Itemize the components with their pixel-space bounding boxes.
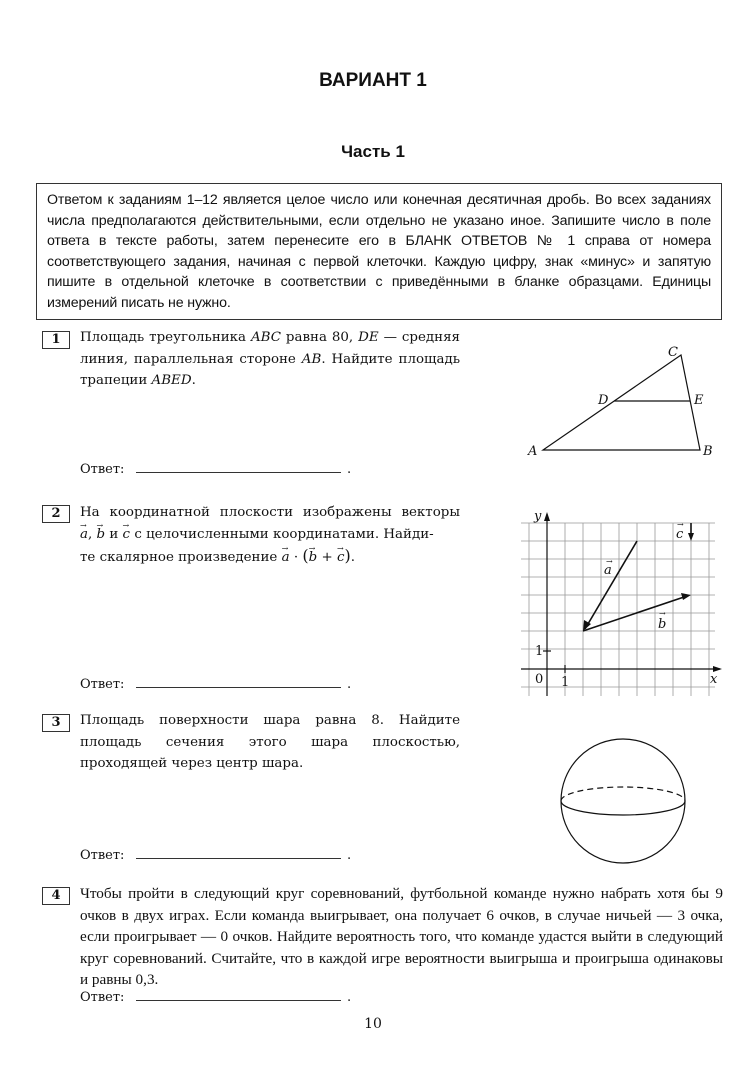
svg-text:1: 1: [561, 675, 570, 690]
vector-c-arrow-icon: [688, 533, 694, 541]
instructions-box: Ответом к заданиям 1–12 является целое число или конечная десятичная дробь. Во всех заданиях числа предполагаются действительными, если отдельно не указано иное. Запишите число в поле ответа в тексте работы, затем перенесите его в БЛАНК ОТВЕТОВ № 1 справа от номера соответствующего задания, начиная с первой клеточки. Каждую цифру, знак «минус» и запятую пишите в отдельной клеточке в соответствии с приведёнными в бланке образцами. Единицы измерений писать не нужно.: [36, 183, 722, 320]
y-axis-arrow-icon: [544, 512, 550, 521]
page-number: 10: [364, 1016, 382, 1032]
task-2-text: На координатной плоскости изображены векторы → a, → b и → c с целочисленными координатами. Найди- те скалярное произведение → a · (→ b + → c).: [80, 502, 460, 569]
task-2-answer[interactable]: Ответ: .: [80, 677, 352, 692]
answer-field[interactable]: [136, 462, 341, 473]
answer-field[interactable]: [136, 848, 341, 859]
svg-text:b: b: [658, 617, 667, 632]
label-c: C: [668, 345, 678, 360]
svg-text:0: 0: [535, 672, 544, 687]
answer-field[interactable]: [136, 990, 341, 1001]
task-number-1: 1: [42, 331, 70, 349]
label-d: D: [598, 393, 609, 408]
label-b: B: [703, 444, 713, 459]
label-e: E: [694, 393, 704, 408]
task-number-2: 2: [42, 505, 70, 523]
task-4-answer[interactable]: Ответ: .: [80, 990, 352, 1005]
svg-text:y: y: [534, 509, 542, 524]
coordinate-grid-figure: [505, 500, 730, 700]
svg-text:1: 1: [535, 644, 544, 659]
task-number-4: 4: [42, 887, 70, 905]
task-1-answer[interactable]: Ответ: .: [80, 462, 352, 477]
task-3-answer[interactable]: Ответ: .: [80, 848, 352, 863]
task-3-text: Площадь поверхности шара равна 8. Найдите площадь сечения этого шара плоскостью, проходящей через центр шара.: [80, 713, 460, 771]
svg-text:→: →: [659, 609, 666, 618]
vector-b-arrow-icon: [681, 593, 691, 600]
task-1-text: Площадь треугольника ABC равна 80, DE — средняя линия, параллельная стороне AB. Найдите площадь трапеции ABED.: [80, 330, 460, 388]
part-title: Часть 1: [341, 142, 405, 161]
variant-title: ВАРИАНТ 1: [319, 70, 427, 91]
svg-text:→: →: [606, 557, 613, 566]
label-a: A: [528, 444, 538, 459]
answer-field[interactable]: [136, 677, 341, 688]
svg-text:a: a: [604, 563, 612, 578]
task-number-3: 3: [42, 714, 70, 732]
triangle-figure: [520, 340, 720, 465]
svg-text:→: →: [677, 520, 684, 529]
svg-text:x: x: [710, 672, 718, 687]
sphere-figure: [550, 730, 700, 875]
task-4-text: Чтобы пройти в следующий круг соревнований, футбольной команде нужно набрать хотя бы 9 очков в двух играх. Если команда выигрывает, она получает 6 очков, в случае ничьей — 3 очка, если проигрывает — 0 очков. Найдите вероятность того, что команде удастся выйти в следующий круг соревнований. Считайте, что в каждой игре вероятности выигрыша и проигрыша одинаковы и равны 0,3.: [80, 885, 723, 988]
svg-text:c: c: [676, 527, 684, 542]
